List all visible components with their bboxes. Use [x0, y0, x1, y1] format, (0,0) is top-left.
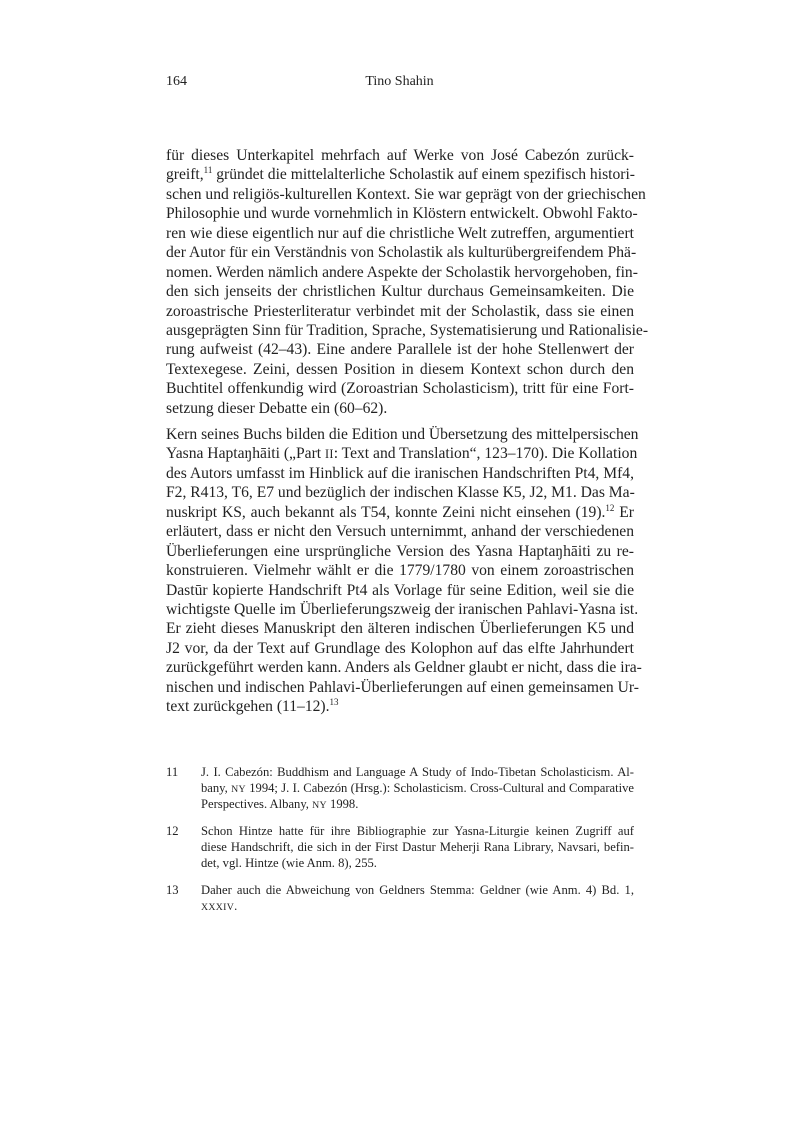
footnote-reference[interactable]: 12 — [605, 502, 615, 513]
text-line: bany, NY 1994; J. I. Cabezón (Hrsg.): Scholasticism. Cross-Cultural and Comparative — [201, 781, 634, 796]
footnote-reference[interactable]: 13 — [329, 697, 339, 708]
text-line: Schon Hintze hatte für ihre Bibliographie zur Yasna-Liturgie keinen Zugriff auf — [201, 824, 634, 838]
body-paragraph-1 — [166, 146, 649, 418]
small-caps-text: XXXIV — [201, 902, 235, 914]
footnote-text — [201, 882, 634, 914]
text-line: konstruieren. Vielmehr wählt er die 1779/1780 von einem zoroastrischen — [166, 562, 634, 580]
text-line: Überlieferungen eine ursprüngliche Version des Yasna Haptaŋhāiti zu re- — [166, 542, 634, 560]
footnote-reference[interactable]: 11 — [203, 165, 213, 176]
footnote-12 — [166, 823, 634, 872]
text-line: Er zieht dieses Manuskript den älteren indischen Überlieferungen K5 und — [166, 620, 634, 638]
text-line: text zurückgehen (11–12).$^{13}$ — [166, 697, 339, 716]
text-line: für dieses Unterkapitel mehrfach auf Werke von José Cabezón zurück- — [166, 147, 634, 164]
text-line: erläutert, dass er nicht den Versuch unternimmt, anhand der verschiedenen — [166, 523, 634, 541]
text-line: nomen. Werden nämlich andere Aspekte der Scholastik hervorgehoben, fin- — [166, 263, 638, 281]
text-line: diese Handschrift, die sich in der First Dastur Meherji Rana Library, Navsari, befin- — [201, 840, 634, 855]
text-line: der Autor für ein Verständnis von Scholastik als kulturübergreifendem Phä- — [166, 244, 637, 262]
text-line: des Autors umfasst im Hinblick auf die iranischen Handschriften Pt4, Mf4, — [166, 464, 634, 482]
text-line: Daher auch die Abweichung von Geldners Stemma: Geldner (wie Anm. 4) Bd. 1, — [201, 883, 634, 897]
text-line: Kern seines Buchs bilden die Edition und Übersetzung des mittelpersischen — [166, 426, 639, 443]
text-line: J. I. Cabezón: Buddhism and Language A Study of Indo-Tibetan Scholasticism. Al- — [201, 765, 634, 779]
text-line: Buchtitel offenkundig wird (Zoroastrian Scholasticism), tritt für eine Fort- — [166, 380, 634, 398]
text-line: Textexegese. Zeini, dessen Position in diesem Kontext schon durch den — [166, 360, 634, 378]
text-line: Philosophie und wurde vornehmlich in Klöstern entwickelt. Obwohl Fakto- — [166, 205, 638, 223]
small-caps-text: NY — [312, 800, 327, 812]
footnote-text — [201, 764, 634, 813]
text-line: wichtigste Quelle im Überlieferungszweig der iranischen Pahlavi-Yasna ist. — [166, 600, 639, 618]
text-line: XXXIV. — [201, 899, 238, 914]
text-line: Yasna Haptaŋhāiti („Part II: Text and Translation“, 123–170). Die Kollation — [166, 445, 638, 463]
body-paragraph-2 — [166, 425, 642, 717]
text-line: rung aufweist (42–43). Eine andere Parallele ist der hohe Stellenwert der — [166, 341, 634, 359]
text-line: ren wie diese eigentlich nur auf die christliche Welt zutreffen, argumentiert — [166, 224, 634, 242]
running-head: Tino Shahin — [365, 74, 434, 89]
footnote-number: 11 — [166, 765, 179, 779]
text-line: zurückgeführt werden kann. Anders als Geldner glaubt er nicht, dass die ira- — [166, 659, 642, 677]
text-line: greift,$^{11}$ gründet die mittelalterliche Scholastik auf einem spezifisch histori- — [166, 165, 635, 184]
text-line: setzung dieser Debatte ein (60–62). — [166, 399, 388, 417]
footnote-number: 12 — [166, 824, 179, 838]
small-caps-text: II — [325, 447, 334, 462]
page-number: 164 — [166, 74, 187, 89]
text-line: Dastūr kopierte Handschrift Pt4 als Vorlage für seine Edition, weil sie die — [166, 581, 634, 599]
text-line: ausgeprägten Sinn für Tradition, Sprache, Systematisierung und Rationalisie- — [166, 321, 649, 339]
footnote-11 — [166, 764, 634, 813]
small-caps-text: NY — [231, 784, 246, 796]
text-line: den sich jenseits der christlichen Kultur durchaus Gemeinsamkeiten. Die — [166, 283, 634, 301]
text-line: schen und religiös-kulturellen Kontext. Sie war geprägt von der griechischen — [166, 185, 646, 203]
text-line: nischen und indischen Pahlavi-Überlieferungen auf einen gemeinsamen Ur- — [166, 678, 639, 696]
footnote-number: 13 — [166, 883, 179, 897]
text-line: J2 vor, da der Text auf Grundlage des Kolophon auf das elfte Jahrhundert — [166, 639, 634, 657]
text-line: Perspectives. Albany, NY 1998. — [201, 797, 359, 812]
footnote-13 — [166, 882, 634, 914]
text-line: nuskript KS, auch bekannt als T54, konnte Zeini nicht einsehen (19).$^{12}$ Er — [166, 502, 635, 521]
text-line: zoroastrische Priesterliteratur verbindet mit der Scholastik, dass sie einen — [166, 302, 634, 320]
footnote-text — [201, 823, 634, 872]
text-line: F2, R413, T6, E7 und bezüglich der indischen Klasse K5, J2, M1. Das Ma- — [166, 484, 635, 502]
text-line: det, vgl. Hintze (wie Anm. 8), 255. — [201, 856, 377, 871]
